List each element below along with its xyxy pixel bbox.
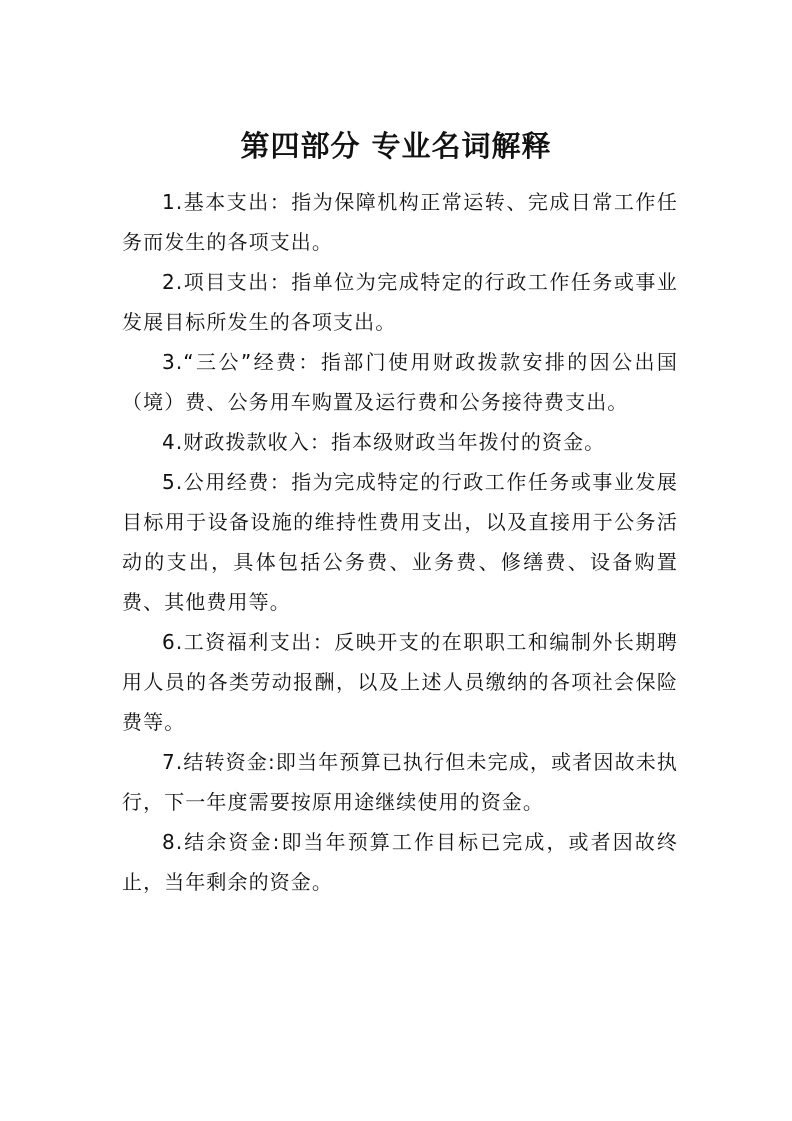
term-definition: 指为保障机构正常运转、完成日常工作任务而发生的各项支出。: [122, 190, 678, 254]
term-definition: 即当年预算工作目标已完成，或者因故终止，当年剩余的资金。: [122, 830, 678, 894]
glossary-item-salary-welfare: [122, 622, 678, 742]
term-label: 6.工资福利支出：: [162, 630, 335, 654]
glossary-item-surplus-funds: [122, 822, 678, 902]
glossary-list: [122, 182, 678, 902]
term-definition: 指为完成特定的行政工作任务或事业发展目标用于设备设施的维持性费用支出，以及直接用于公务活动的支出，具体包括公务费、业务费、修缮费、设备购置费、其他费用等。: [122, 470, 678, 614]
term-label: 7.结转资金:: [162, 750, 276, 774]
term-definition: 指部门使用财政拨款安排的因公出国（境）费、公务用车购置及运行费和公务接待费支出。: [122, 350, 678, 414]
term-label: 3.“三公”经费：: [162, 350, 321, 374]
term-definition: 指单位为完成特定的行政工作任务或事业发展目标所发生的各项支出。: [122, 270, 678, 334]
term-label: 5.公用经费：: [162, 470, 292, 494]
term-definition: 即当年预算已执行但未完成，或者因故未执行，下一年度需要按原用途继续使用的资金。: [122, 750, 678, 814]
term-label: 8.结余资金:: [162, 830, 281, 854]
term-definition: 指本级财政当年拨付的资金。: [330, 430, 606, 454]
glossary-item-carryover-funds: [122, 742, 678, 822]
glossary-item-fiscal-appropriation: [122, 422, 678, 462]
term-label: 2.项目支出：: [162, 270, 292, 294]
glossary-item-project-expenditure: [122, 262, 678, 342]
glossary-item-three-public-funds: [122, 342, 678, 422]
page-title: 第四部分 专业名词解释: [240, 129, 552, 163]
term-definition: 反映开支的在职职工和编制外长期聘用人员的各类劳动报酬，以及上述人员缴纳的各项社会保险费等。: [122, 630, 678, 734]
term-label: 1.基本支出：: [162, 190, 292, 214]
glossary-item-public-funds: [122, 462, 678, 622]
term-label: 4.财政拨款收入：: [162, 430, 331, 454]
glossary-item-basic-expenditure: [122, 182, 678, 262]
